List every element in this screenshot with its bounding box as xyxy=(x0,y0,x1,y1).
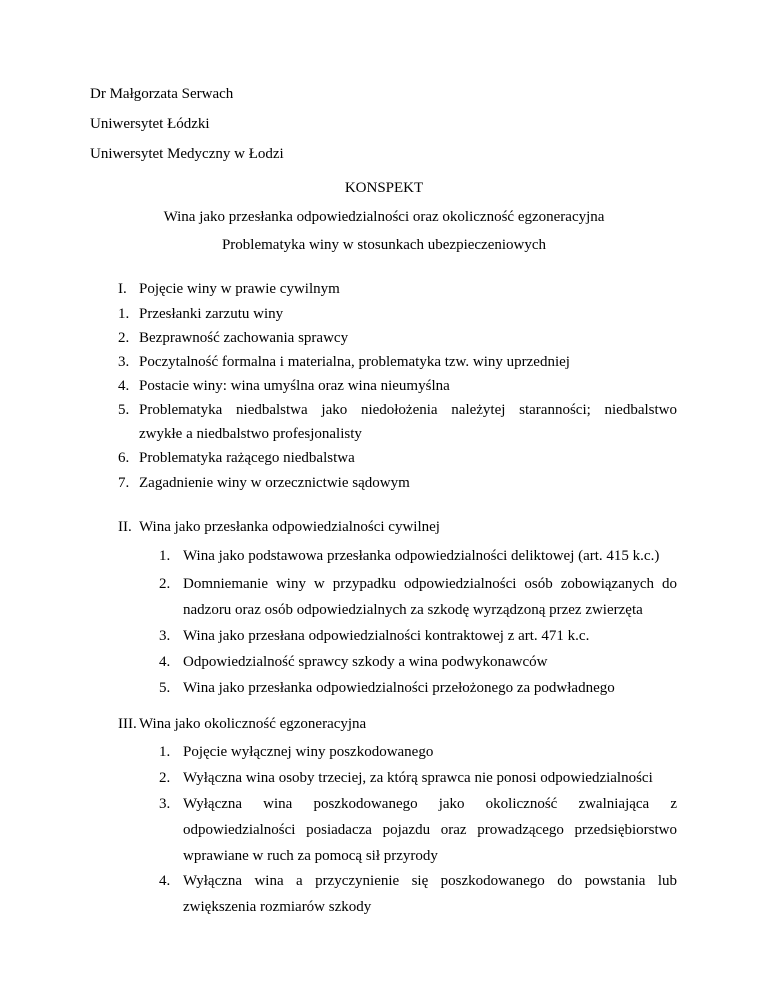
section-3-title: Wina jako okoliczność egzoneracyjna xyxy=(139,716,367,732)
list-item-number: 2. xyxy=(159,770,171,786)
list-item-number: 7. xyxy=(118,475,130,491)
list-item-number: 5. xyxy=(159,680,171,696)
section-3-number: III. xyxy=(118,716,137,732)
list-item: Wyłączna wina a przyczynienie się poszkodowanego do powstania lub xyxy=(183,873,677,889)
list-item: Wyłączna wina osoby trzeciej, za którą sprawca nie ponosi odpowiedzialności xyxy=(183,770,653,786)
list-item-continuation: wprawiane w ruch za pomocą sił przyrody xyxy=(183,848,438,864)
list-item-number: 1. xyxy=(159,744,171,760)
list-item-number: 2. xyxy=(118,330,130,346)
list-item-number: 1. xyxy=(118,306,130,322)
affiliation-2: Uniwersytet Medyczny w Łodzi xyxy=(90,146,284,162)
list-item-number: 3. xyxy=(159,796,171,812)
list-item-number: 4. xyxy=(159,654,171,670)
author-name: Dr Małgorzata Serwach xyxy=(90,86,234,102)
list-item: Bezprawność zachowania sprawcy xyxy=(139,330,349,346)
document-subtitle-1: Wina jako przesłanka odpowiedzialności oraz okoliczność egzoneracyjna xyxy=(163,209,605,225)
document-heading: KONSPEKT xyxy=(344,180,424,196)
section-2-number: II. xyxy=(118,519,132,535)
list-item-number: 1. xyxy=(159,548,171,564)
list-item-number: 2. xyxy=(159,576,171,592)
list-item: Problematyka rażącego niedbalstwa xyxy=(139,450,355,466)
list-item-number: 5. xyxy=(118,402,130,418)
list-item: Wina jako przesłanka odpowiedzialności przełożonego za podwładnego xyxy=(183,680,615,696)
list-item-number: 4. xyxy=(118,378,130,394)
list-item: Wina jako przesłana odpowiedzialności kontraktowej z art. 471 k.c. xyxy=(183,628,590,644)
section-1-number: I. xyxy=(118,281,127,297)
list-item-number: 3. xyxy=(118,354,130,370)
list-item: Przesłanki zarzutu winy xyxy=(139,306,284,322)
section-2-title: Wina jako przesłanka odpowiedzialności cywilnej xyxy=(139,519,440,535)
list-item: Odpowiedzialność sprawcy szkody a wina podwykonawców xyxy=(183,654,548,670)
document-subtitle-2: Problematyka winy w stosunkach ubezpieczeniowych xyxy=(221,237,547,253)
affiliation-1: Uniwersytet Łódzki xyxy=(90,116,210,132)
list-item-number: 3. xyxy=(159,628,171,644)
list-item: Domniemanie winy w przypadku odpowiedzialności osób zobowiązanych do xyxy=(183,576,677,592)
list-item: Wina jako podstawowa przesłanka odpowiedzialności deliktowej (art. 415 k.c.) xyxy=(183,548,660,564)
list-item: Wyłączna wina poszkodowanego jako okoliczność zwalniająca z xyxy=(183,796,677,812)
list-item: Poczytalność formalna i materialna, problematyka tzw. winy uprzedniej xyxy=(139,354,570,370)
list-item: Pojęcie wyłącznej winy poszkodowanego xyxy=(183,744,434,760)
list-item-continuation: nadzoru oraz osób odpowiedzialnych za szkodę wyrządzoną przez zwierzęta xyxy=(183,602,643,618)
list-item-continuation: zwykłe a niedbalstwo profesjonalisty xyxy=(139,426,362,442)
list-item-number: 4. xyxy=(159,873,171,889)
list-item-continuation: odpowiedzialności posiadacza pojazdu oraz prowadzącego przedsiębiorstwo xyxy=(183,822,677,838)
list-item-continuation: zwiększenia rozmiarów szkody xyxy=(183,899,372,915)
section-1-title: Pojęcie winy w prawie cywilnym xyxy=(139,281,340,297)
list-item: Postacie winy: wina umyślna oraz wina nieumyślna xyxy=(139,378,450,394)
list-item-number: 6. xyxy=(118,450,130,466)
list-item: Zagadnienie winy w orzecznictwie sądowym xyxy=(139,475,410,491)
list-item: Problematyka niedbalstwa jako niedołożenia należytej staranności; niedbalstwo xyxy=(139,402,677,418)
